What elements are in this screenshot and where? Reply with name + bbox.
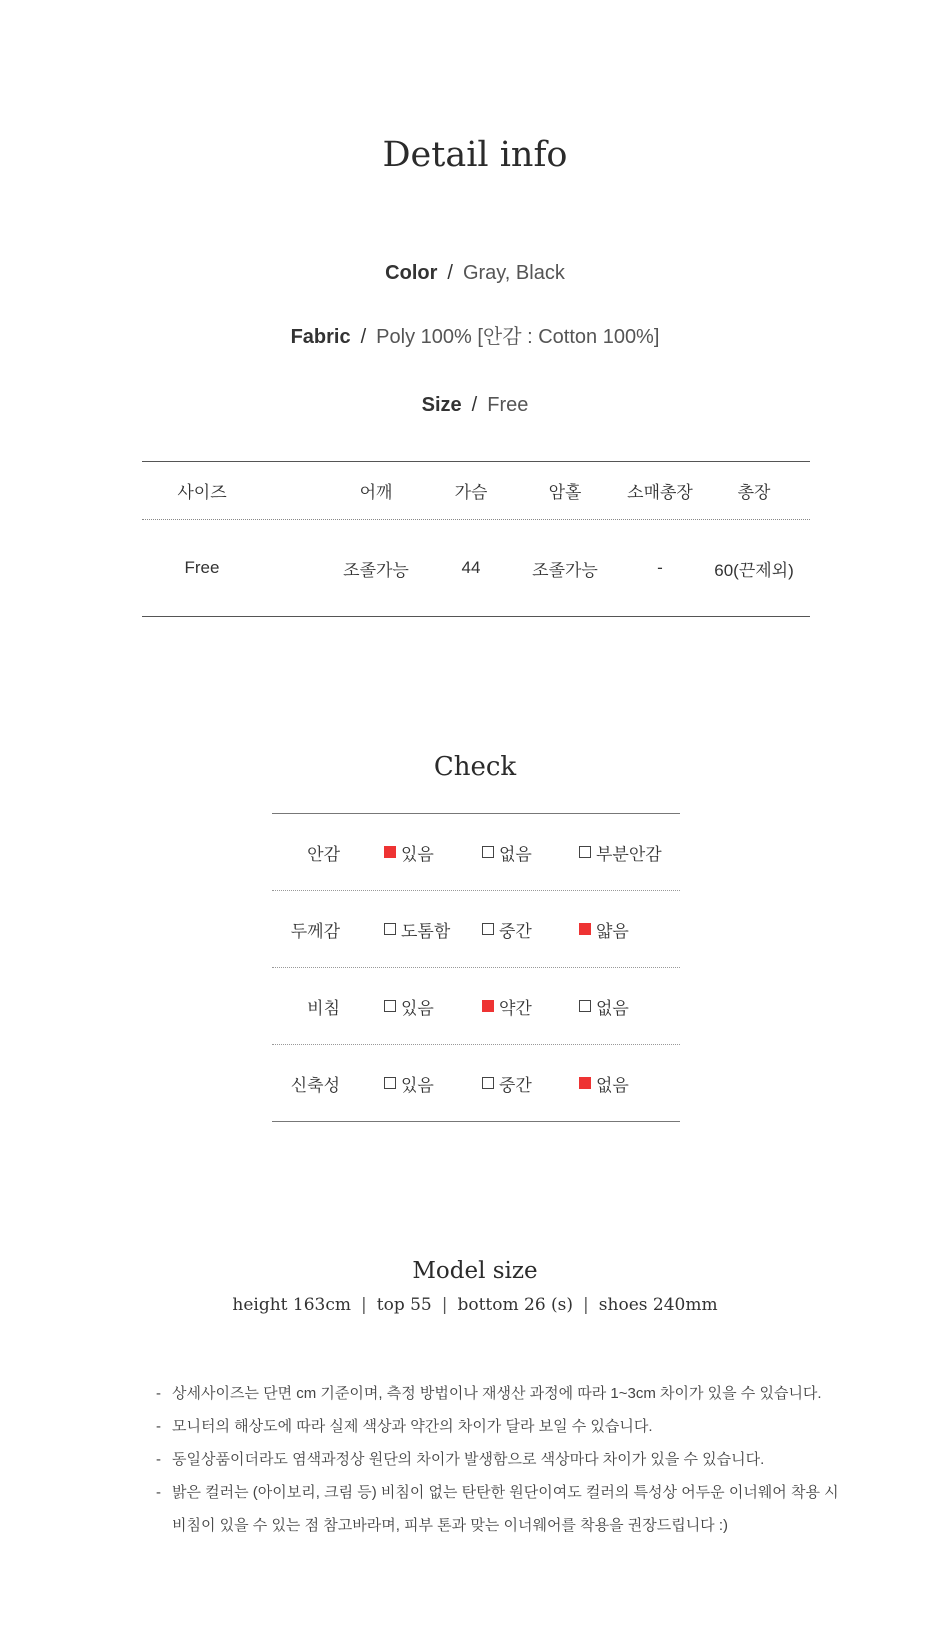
check-option-label: 없음 [596, 998, 629, 1018]
spec-color [0, 259, 950, 287]
size-value-cell: Free [184, 558, 220, 577]
size-table-header [142, 462, 810, 520]
model-height: height 163cm [232, 1295, 352, 1315]
size-value-cell: 60(끈제외) [714, 560, 794, 580]
page-title: Detail info [382, 135, 568, 175]
checkbox-icon [579, 846, 591, 858]
check-option [482, 891, 532, 967]
checkbox-icon [384, 1000, 396, 1012]
size-value-cell: - [657, 558, 663, 577]
spec-fabric-sep: / [360, 326, 367, 348]
note-text: 밝은 컬러는 (아이보리, 크림 등) 비침이 없는 탄탄한 원단이여도 컬러의 특성상 어두운 이너웨어 착용 시 [172, 1484, 839, 1501]
check-option [482, 1045, 532, 1121]
check-option [579, 814, 662, 890]
size-header-cell: 소매총장 [627, 483, 693, 502]
note-dash: - [156, 1484, 161, 1501]
model-size-line [0, 1293, 950, 1317]
spec-color-sep: / [447, 262, 453, 284]
checkbox-icon [482, 1077, 494, 1089]
check-option-label: 없음 [596, 1075, 629, 1095]
check-option [579, 1045, 629, 1121]
check-option-label: 중간 [499, 1075, 532, 1095]
note-dash: - [156, 1385, 161, 1402]
check-row-label: 안감 [307, 844, 340, 864]
check-row-label: 두께감 [290, 921, 340, 941]
model-divider: | [583, 1295, 589, 1315]
check-option-label: 얇음 [596, 921, 629, 941]
model-top: top 55 [376, 1295, 432, 1315]
note-item [156, 1377, 822, 1410]
check-option [579, 968, 629, 1044]
spec-size-sep: / [471, 394, 478, 416]
check-option [482, 968, 532, 1044]
check-option [579, 891, 629, 967]
check-row-thickness [272, 891, 680, 968]
checkbox-icon [384, 923, 396, 935]
size-table [142, 461, 810, 617]
size-header-cell: 어깨 [359, 483, 393, 502]
spec-fabric-label: Fabric [290, 326, 351, 348]
spec-fabric [0, 323, 950, 351]
check-row-stretch [272, 1045, 680, 1121]
notes-list [156, 1377, 839, 1542]
size-header-cell: 총장 [737, 483, 771, 502]
spec-size-value: Free [487, 394, 529, 416]
model-bottom: bottom 26 (s) [457, 1295, 574, 1315]
size-header-cell: 가슴 [454, 483, 488, 502]
checkbox-icon [579, 1077, 591, 1089]
check-row-sheerness [272, 968, 680, 1045]
note-text: 상세사이즈는 단면 cm 기준이며, 측정 방법이나 재생산 과정에 따라 1~3cm 차이가 있을 수 있습니다. [172, 1385, 822, 1402]
check-table [272, 813, 680, 1122]
note-item [156, 1476, 839, 1509]
model-size-title: Model size [412, 1258, 538, 1284]
check-option [384, 1045, 434, 1121]
check-option-label: 도톰함 [401, 921, 451, 941]
note-item [156, 1443, 816, 1476]
checkbox-icon [579, 923, 591, 935]
check-option [482, 814, 532, 890]
check-option-label: 약간 [499, 998, 532, 1018]
check-option [384, 968, 434, 1044]
note-item [156, 1410, 816, 1443]
checkbox-icon [482, 1000, 494, 1012]
check-row-lining [272, 814, 680, 891]
check-title: Check [433, 752, 517, 782]
spec-size [0, 391, 950, 419]
check-option-label: 없음 [499, 844, 532, 864]
check-option-label: 부분안감 [596, 844, 662, 864]
size-value-cell: 44 [461, 558, 481, 577]
model-divider: | [361, 1295, 367, 1315]
checkbox-icon [579, 1000, 591, 1012]
check-option-label: 있음 [401, 844, 434, 864]
check-row-label: 비침 [307, 998, 340, 1018]
check-option-label: 있음 [401, 1075, 434, 1095]
size-header-cell: 암홀 [548, 483, 582, 502]
note-dash: - [156, 1451, 161, 1468]
checkbox-icon [482, 923, 494, 935]
checkbox-icon [384, 1077, 396, 1089]
note-text: 모니터의 해상도에 따라 실제 색상과 약간의 차이가 달라 보일 수 있습니다. [172, 1418, 653, 1435]
model-divider: | [441, 1295, 448, 1315]
note-dash: - [156, 1418, 161, 1435]
spec-fabric-value: Poly 100% [안감 : Cotton 100%] [376, 326, 660, 348]
check-option-label: 있음 [401, 998, 434, 1018]
spec-color-value: Gray, Black [462, 262, 565, 284]
note-text: 동일상품이더라도 염색과정상 원단의 차이가 발생함으로 색상마다 차이가 있을 수 있습니다. [172, 1451, 765, 1468]
model-shoes: shoes 240mm [598, 1295, 718, 1315]
size-value-cell: 조졸가능 [532, 560, 598, 580]
note-item-continued [156, 1509, 816, 1542]
size-header-cell: 사이즈 [177, 483, 227, 502]
spec-size-label: Size [421, 394, 462, 416]
note-text: 비침이 있을 수 있는 점 참고바라며, 피부 톤과 맞는 이너웨어를 착용을 권장드립니다 :) [172, 1517, 729, 1534]
check-option-label: 중간 [499, 921, 532, 941]
check-option [384, 891, 450, 967]
check-row-label: 신축성 [290, 1075, 340, 1095]
size-table-row [142, 520, 810, 616]
spec-color-label: Color [385, 262, 438, 284]
checkbox-icon [384, 846, 396, 858]
check-option [384, 814, 434, 890]
size-value-cell: 조졸가능 [343, 560, 409, 580]
checkbox-icon [482, 846, 494, 858]
